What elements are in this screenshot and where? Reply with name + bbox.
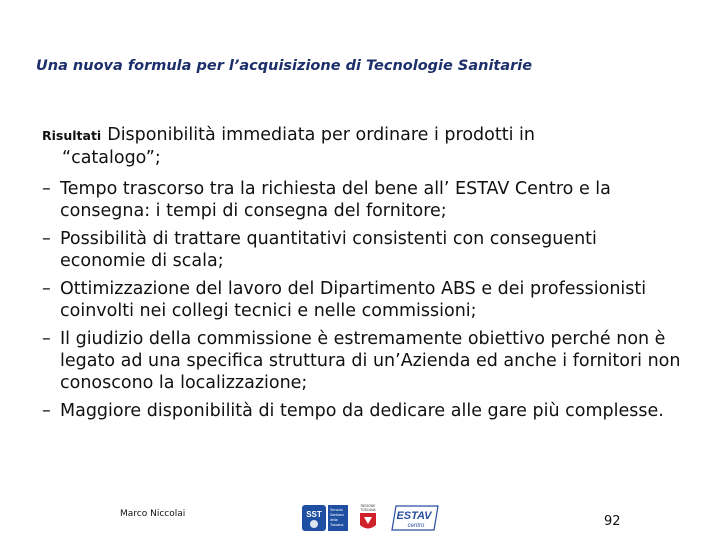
svg-text:Servizio: Servizio <box>330 508 343 512</box>
dash-marker: – <box>42 329 51 349</box>
list-item <box>42 328 682 394</box>
list-item-text: Il giudizio della commissione è estremamente obiettivo perché non è legato ad una specifica struttura di un’Azienda ed anche i fornitori non conoscono la localizzazione; <box>60 329 681 393</box>
svg-text:ESTAV: ESTAV <box>396 510 432 522</box>
list-item-text: Ottimizzazione del lavoro del Dipartimento ABS e dei professionisti coinvolti nei collegi tecnici e nelle commissioni; <box>60 279 647 321</box>
footer-logos <box>300 502 450 534</box>
svg-text:TOSCANA: TOSCANA <box>360 508 376 512</box>
list-item <box>42 178 682 222</box>
sst-logo <box>302 505 348 531</box>
slide-title: Una nuova formula per l’acquisizione di Tecnologie Sanitarie <box>36 58 533 74</box>
dash-marker: – <box>42 401 51 421</box>
svg-text:della: della <box>330 518 338 522</box>
list-item <box>42 400 682 422</box>
svg-text:SST: SST <box>306 510 322 519</box>
intro-text-line1: Disponibilità immediata per ordinare i prodotti in <box>107 125 535 145</box>
svg-text:Toscana: Toscana <box>330 523 344 527</box>
dash-marker: – <box>42 279 51 299</box>
estav-logo <box>392 506 438 530</box>
svg-text:Sanitario: Sanitario <box>330 513 345 517</box>
regione-toscana-logo <box>360 504 377 529</box>
results-list <box>42 178 682 428</box>
list-item <box>42 278 682 322</box>
list-item-text: Possibilità di trattare quantitativi consistenti con conseguenti economie di scala; <box>60 229 597 271</box>
section-tag: Risultati <box>42 128 102 143</box>
page-number: 92 <box>604 514 621 529</box>
list-item-text: Maggiore disponibilità di tempo da dedicare alle gare più complesse. <box>60 401 664 421</box>
dash-marker: – <box>42 229 51 249</box>
svg-text:REGIONE: REGIONE <box>360 504 376 508</box>
intro-paragraph <box>42 124 682 169</box>
footer-author: Marco Niccolai <box>120 509 186 519</box>
svg-text:centro: centro <box>407 523 425 529</box>
dash-marker: – <box>42 179 51 199</box>
list-item <box>42 228 682 272</box>
intro-text-line2: “catalogo”; <box>62 148 161 168</box>
list-item-text: Tempo trascorso tra la richiesta del bene all’ ESTAV Centro e la consegna: i tempi di consegna del fornitore; <box>60 179 611 221</box>
